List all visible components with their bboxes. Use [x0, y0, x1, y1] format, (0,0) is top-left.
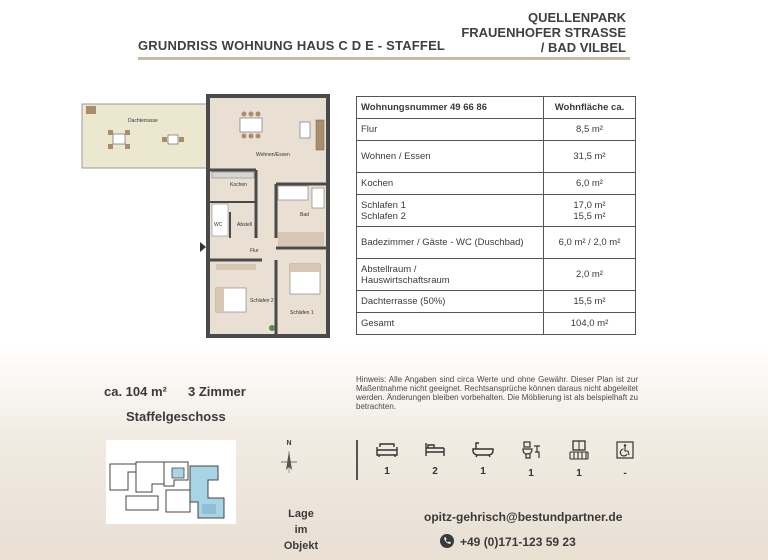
- room-label-living: Wohnen/Essen: [256, 152, 290, 158]
- room-label-wc: WC: [214, 222, 223, 228]
- row-label: [357, 195, 544, 227]
- summary-rooms: 3 Zimmer: [188, 384, 246, 399]
- table-row: [357, 173, 636, 195]
- floorplan: [80, 92, 334, 342]
- header-divider: [138, 57, 630, 60]
- bathtub-icon: [471, 440, 495, 458]
- row-value-line: 15,5 m²: [573, 210, 606, 222]
- feature-accessibility: [610, 440, 640, 479]
- feature-bedrooms: [420, 440, 450, 477]
- terrace-area: [82, 104, 208, 168]
- row-value: 15,5 m²: [544, 291, 636, 313]
- row-label: Dachterrasse (50%): [357, 291, 544, 313]
- compass-north-label: N: [286, 440, 292, 447]
- feature-count: 1: [528, 468, 534, 479]
- location-caption-line: Lage: [288, 508, 314, 520]
- feature-count: 1: [384, 466, 390, 477]
- feature-count: 1: [576, 468, 582, 479]
- table-header-apartment: Wohnungsnummer 49 66 86: [357, 97, 544, 119]
- row-value: [544, 195, 636, 227]
- row-label: [357, 259, 544, 291]
- room-label-bath: Bad: [300, 212, 309, 218]
- location-map: [106, 440, 236, 524]
- table-row: [357, 195, 636, 227]
- location-heading: [461, 10, 626, 55]
- area-table: [356, 96, 636, 335]
- row-value-line: 17,0 m²: [573, 199, 606, 211]
- table-row: [357, 313, 636, 335]
- feature-guest-wc: [516, 440, 546, 479]
- row-value: 6,0 m² / 2,0 m²: [544, 227, 636, 259]
- table-header-area: Wohnfläche ca.: [544, 97, 636, 119]
- contact-phone[interactable]: +49 (0)171-123 59 23: [460, 535, 576, 549]
- row-label-line: Hauswirtschaftsraum: [361, 274, 450, 286]
- feature-count: -: [623, 468, 627, 479]
- bed-icon: [423, 440, 447, 458]
- room-label-hall: Flur: [250, 248, 259, 254]
- location-line: QUELLENPARK: [528, 10, 626, 25]
- table-row: [357, 291, 636, 313]
- location-caption: [276, 506, 326, 554]
- feature-count: 2: [432, 466, 438, 477]
- row-label-line: Schlafen 1: [361, 199, 406, 211]
- room-label-terrace: Dachterrasse: [128, 118, 158, 124]
- feature-icons: [356, 440, 636, 480]
- summary-area: ca. 104 m²: [104, 384, 167, 399]
- room-label-bedroom1: Schlafen 1: [290, 310, 314, 316]
- room-label-kitchen: Kochen: [230, 182, 247, 188]
- feature-count: 1: [480, 466, 486, 477]
- feature-balcony: [564, 440, 594, 479]
- feature-bathrooms: [468, 440, 498, 477]
- table-row: [357, 119, 636, 141]
- row-value: 104,0 m²: [544, 313, 636, 335]
- row-label-line: Schlafen 2: [361, 210, 406, 222]
- location-caption-line: Objekt: [283, 540, 319, 552]
- sofa-icon: [374, 440, 400, 458]
- row-label-line: Abstellraum /: [361, 263, 417, 275]
- row-label: Wohnen / Essen: [357, 141, 544, 173]
- room-label-bedroom2: Schlafen 2: [250, 298, 274, 304]
- table-header-row: [357, 97, 636, 119]
- table-row: [357, 227, 636, 259]
- accessibility-icon: [615, 440, 635, 460]
- row-label: Badezimmer / Gäste - WC (Duschbad): [357, 227, 544, 259]
- row-value: 6,0 m²: [544, 173, 636, 195]
- location-line: / BAD VILBEL: [540, 40, 626, 55]
- row-value: 8,5 m²: [544, 119, 636, 141]
- table-row: [357, 141, 636, 173]
- phone-icon: [440, 534, 454, 548]
- room-label-storage: Abstell: [237, 222, 253, 228]
- row-value: 31,5 m²: [544, 141, 636, 173]
- row-label: Flur: [357, 119, 544, 141]
- balcony-icon: [568, 440, 590, 460]
- row-value: 2,0 m²: [544, 259, 636, 291]
- contact-email[interactable]: opitz-gehrisch@bestundpartner.de: [424, 510, 623, 524]
- row-label: Kochen: [357, 173, 544, 195]
- disclaimer-note: Hinweis: Alle Angaben sind circa Werte und ohne Gewähr. Dieser Plan ist zur Maßentnahme nicht geeignet. Rechtsansprüche können daraus nicht abgeleitet werden. Änderungen bleiben vorbehalten. Die Möblierung ist als beispielhaft zu betrachten.: [356, 375, 638, 411]
- summary-floor: Staffelgeschoss: [126, 409, 226, 424]
- compass-icon: [279, 450, 299, 474]
- location-line: FRAUENHOFER STRASSE: [461, 25, 626, 40]
- row-label: Gesamt: [357, 313, 544, 335]
- page-title: GRUNDRISS WOHNUNG HAUS C D E - STAFFEL: [138, 38, 446, 53]
- feature-living: [372, 440, 402, 477]
- table-row: [357, 259, 636, 291]
- guest-wc-icon: [520, 440, 542, 460]
- location-caption-line: im: [294, 524, 308, 536]
